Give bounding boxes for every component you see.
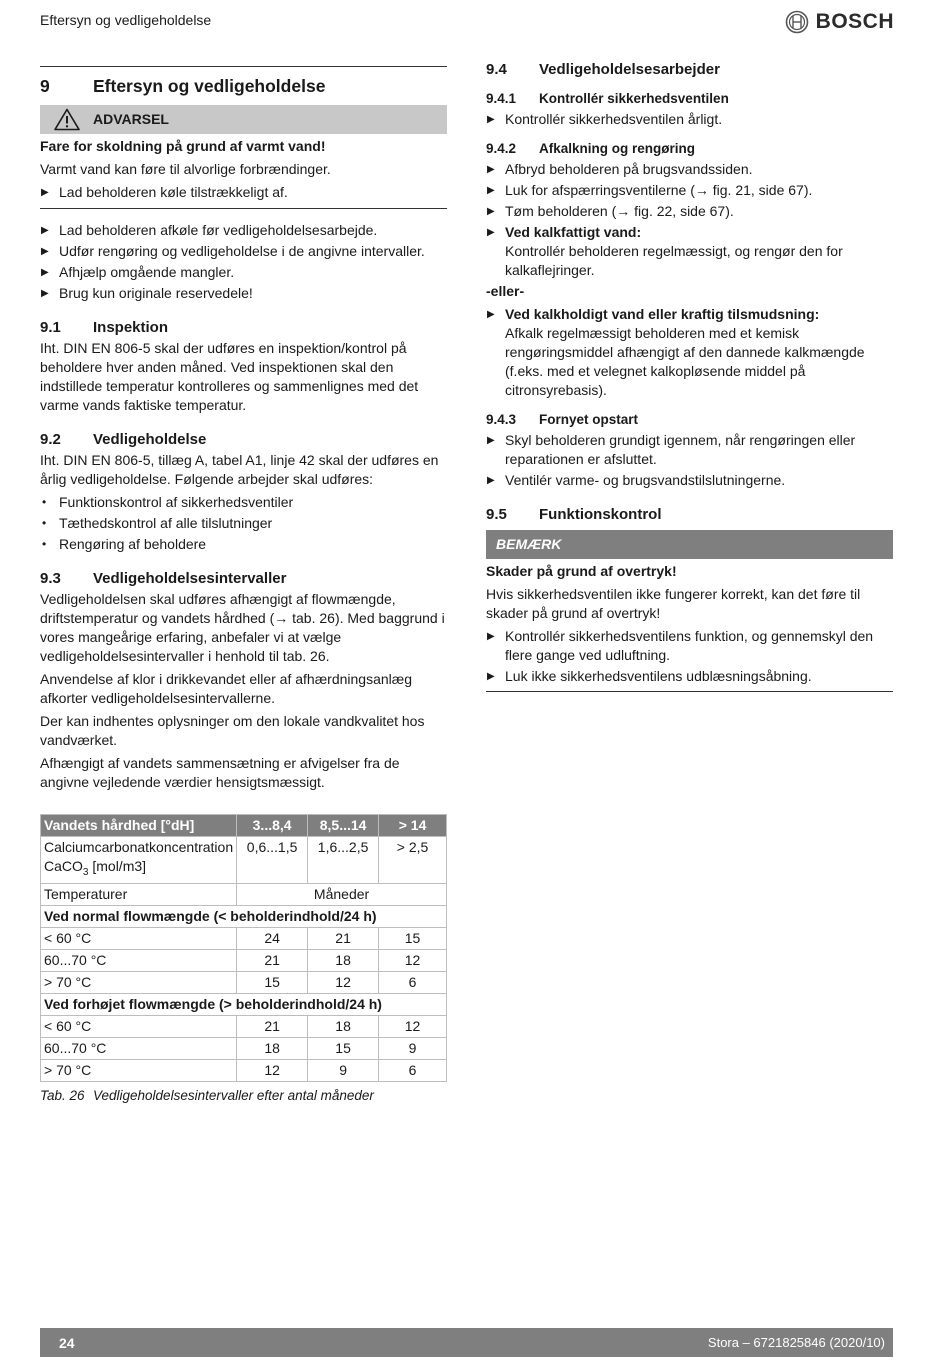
table-cell: 18 (237, 1037, 308, 1059)
hard-water-heading: ▶ Ved kalkholdigt vand eller kraftig tilsmudsning: (505, 306, 820, 322)
list-item (486, 223, 893, 280)
section-9-4-2-heading (486, 139, 893, 158)
table-row (41, 1059, 447, 1081)
section-title: Fornyet opstart (539, 412, 639, 427)
warning-text: Varmt vand kan føre til alvorlige forbrændinger. (40, 161, 331, 177)
list-item: ▶ Afhjælp omgående mangler. (40, 263, 447, 282)
paragraph: Der kan indhentes oplysninger om den lokale vandkvalitet hos vandværket. (40, 713, 425, 748)
table-row (41, 1015, 447, 1037)
document-id: Stora – 6721825846 (2020/10) (707, 1335, 885, 1350)
caption-label: Tab. 26 (40, 1087, 85, 1103)
action-list (40, 221, 447, 303)
paragraph: Vedligeholdelsen skal udføres afhængigt af flowmængde, driftstemperatur og vandets hårdhed (→ tab. 26). Med baggrund i vores mangeårige erfaring, anbefaler vi at vælge vedligeholdelsesintervaller i henhold til tab. 26. (40, 591, 445, 664)
section-title: Inspektion (93, 319, 169, 336)
section-number: 9.4.2 (486, 141, 517, 156)
warning-triangle-icon (40, 108, 93, 131)
warning-heading: Fare for skoldning på grund af varmt vand! (40, 138, 326, 154)
table-cell: 6 (379, 1059, 447, 1081)
table-cell: 24 (237, 927, 308, 949)
section-title: Funktionskontrol (539, 506, 662, 523)
table-cell: 15 (379, 927, 447, 949)
list-item: ▶ Skyl beholderen grundigt igennem, når rengøringen eller reparationen er afsluttet. (486, 431, 893, 469)
table-cell: 12 (379, 1015, 447, 1037)
caption-text: Vedligeholdelsesintervaller efter antal måneder (93, 1087, 374, 1103)
running-header: Eftersyn og vedligeholdelse (40, 12, 212, 28)
soft-water-heading: ▶ Ved kalkfattigt vand: (505, 224, 642, 240)
list-item: ▶ Lad beholderen afkøle før vedligeholdelsesarbejde. (40, 221, 447, 240)
or-separator: -eller- (486, 283, 525, 299)
section-title: Vedligeholdelse (93, 431, 207, 448)
section-9-2-heading (40, 430, 447, 449)
warning-bar (40, 105, 447, 134)
table-cell: > 2,5 (379, 837, 447, 884)
section-title: Eftersyn og vedligeholdelse (93, 76, 326, 96)
table-cell: 9 (379, 1037, 447, 1059)
list-item: • Tæthedskontrol af alle tilslutninger (40, 514, 447, 533)
paragraph: Afhængigt af vandets sammensætning er afvigelser fra de angivne vejledende værdier hensigtsmæssigt. (40, 755, 400, 790)
section-9-3-heading (40, 569, 447, 588)
section-number: 9.3 (40, 570, 61, 587)
section-number: 9.5 (486, 506, 507, 523)
table-cell: 21 (237, 949, 308, 971)
table-cell: 21 (237, 1015, 308, 1037)
section-number: 9.4.3 (486, 412, 517, 427)
section-9-5-heading (486, 505, 893, 524)
bosch-armature-icon (785, 10, 809, 34)
table-cell: 18 (308, 1015, 379, 1037)
hard-water-text: Afkalk regelmæssigt beholderen med et kemisk rengøringsmiddel afhængigt af den dannede kalkmængde (f.eks. med et velegnet kalkopløsende middel på citronsyrebasis). (505, 325, 865, 398)
list-item: ▶ Tøm beholderen (→ fig. 22, side 67). (486, 202, 893, 221)
left-column (40, 66, 447, 1105)
table-cell: 12 (308, 971, 379, 993)
table-header: 8,5...14 (308, 815, 379, 837)
table-header: > 14 (379, 815, 447, 837)
list-item (486, 305, 893, 400)
cell-text: 3 (82, 866, 89, 878)
section-9-4-1-heading (486, 89, 893, 108)
table-row (41, 971, 447, 993)
table-cell: 1,6...2,5 (308, 837, 379, 884)
note-text: Hvis sikkerhedsventilen ikke fungerer korrekt, kan det føre til skader på grund af overtryk! (486, 586, 861, 621)
table-cell: > 70 °C (41, 1059, 237, 1081)
table-cell: 60...70 °C (41, 949, 237, 971)
maintenance-interval-table (40, 814, 447, 1082)
cell-text: CaCO (44, 858, 83, 874)
maintenance-text: Iht. DIN EN 806-5, tillæg A, tabel A1, linje 42 skal der udføres en årlig vedligeholdelse. Følgende arbejder skal udføres: (40, 452, 439, 487)
table-cell: 0,6...1,5 (237, 837, 308, 884)
section-9-4-heading (486, 60, 893, 79)
section-9-heading (40, 67, 447, 105)
table-cell: 12 (237, 1059, 308, 1081)
table-cell: 15 (308, 1037, 379, 1059)
table-cell: Ved normal flowmængde (< beholderindhold/24 h) (41, 905, 447, 927)
note-heading: Skader på grund af overtryk! (486, 563, 677, 579)
table-row (41, 837, 447, 884)
table-row (41, 883, 447, 905)
section-title: Kontrollér sikkerhedsventilen (539, 91, 729, 106)
warning-label: ADVARSEL (93, 111, 169, 127)
section-title: Vedligeholdelsesintervaller (93, 570, 287, 587)
list-item: ▶ Udfør rengøring og vedligeholdelse i de angivne intervaller. (40, 242, 447, 261)
list-item: ▶ Ventilér varme- og brugsvandstilslutningerne. (486, 471, 893, 490)
section-number: 9 (40, 76, 50, 96)
warning-action: ▶ Lad beholderen køle tilstrækkeligt af. (40, 183, 447, 202)
table-cell: 18 (308, 949, 379, 971)
section-number: 9.2 (40, 431, 61, 448)
table-row (41, 1037, 447, 1059)
table-cell: 60...70 °C (41, 1037, 237, 1059)
table-cell: 12 (379, 949, 447, 971)
brand-name: BOSCH (815, 10, 894, 33)
list-item: ▶ Brug kun originale reservedele! (40, 284, 447, 303)
table-header: 3...8,4 (237, 815, 308, 837)
table-group-row (41, 993, 447, 1015)
list-item: ▶ Luk ikke sikkerhedsventilens udblæsningsåbning. (486, 667, 893, 686)
inspection-text: Iht. DIN EN 806-5 skal der udføres en inspektion/kontrol på beholdere hver anden måned. Ved inspektionen skal den indstillede temperatur kontrolleres og sammenlignes med det varme vands faktiske temperatur. (40, 340, 419, 413)
table-caption (40, 1086, 447, 1105)
table-header: Vandets hårdhed [°dH] (41, 815, 237, 837)
table-group-row (41, 905, 447, 927)
right-column (486, 58, 893, 692)
table-cell: 21 (308, 927, 379, 949)
table-cell: 6 (379, 971, 447, 993)
section-title: Afkalkning og rengøring (539, 141, 696, 156)
list-item: • Funktionskontrol af sikkerhedsventiler (40, 493, 447, 512)
table-row (41, 927, 447, 949)
table-header-row (41, 815, 447, 837)
section-number: 9.4.1 (486, 91, 517, 106)
table-cell: Ved forhøjet flowmængde (> beholderindhold/24 h) (41, 993, 447, 1015)
list-item: ▶ Afbryd beholderen på brugsvandssiden. (486, 160, 893, 179)
table-cell: < 60 °C (41, 1015, 237, 1037)
list-item: ▶ Luk for afspærringsventilerne (→ fig. 21, side 67). (486, 181, 893, 200)
section-number: 9.4 (486, 61, 507, 78)
section-9-4-3-heading (486, 410, 893, 429)
table-row (41, 949, 447, 971)
bosch-logo (785, 10, 894, 34)
table-cell: 9 (308, 1059, 379, 1081)
cell-text: Calciumcarbonatkoncentration (44, 839, 234, 855)
note-label: BEMÆRK (496, 536, 562, 552)
cell-text: [mol/m3] (88, 858, 147, 874)
table-cell (41, 837, 237, 884)
table-cell: > 70 °C (41, 971, 237, 993)
note-bar (486, 530, 893, 559)
list-item: • Rengøring af beholdere (40, 535, 447, 554)
page-number: 24 (59, 1334, 75, 1351)
section-number: 9.1 (40, 319, 61, 336)
soft-water-text: Kontrollér beholderen regelmæssigt, og rengør den for kalkaflejringer. (505, 243, 843, 278)
maintenance-list (40, 493, 447, 554)
table-cell: < 60 °C (41, 927, 237, 949)
section-title: Vedligeholdelsesarbejder (539, 61, 720, 78)
table-cell: 15 (237, 971, 308, 993)
list-item: ▶ Kontrollér sikkerhedsventilens funktion, og gennemskyl den flere gange ved udluftning. (486, 627, 893, 665)
table-cell: Temperaturer (41, 883, 237, 905)
section-9-1-heading (40, 318, 447, 337)
page-footer (40, 1328, 893, 1357)
list-item: ▶ Kontrollér sikkerhedsventilen årligt. (486, 110, 893, 129)
table-cell: Måneder (237, 883, 447, 905)
paragraph: Anvendelse af klor i drikkevandet eller af afhærdningsanlæg afkorter vedligeholdelsesintervallerne. (40, 671, 412, 706)
